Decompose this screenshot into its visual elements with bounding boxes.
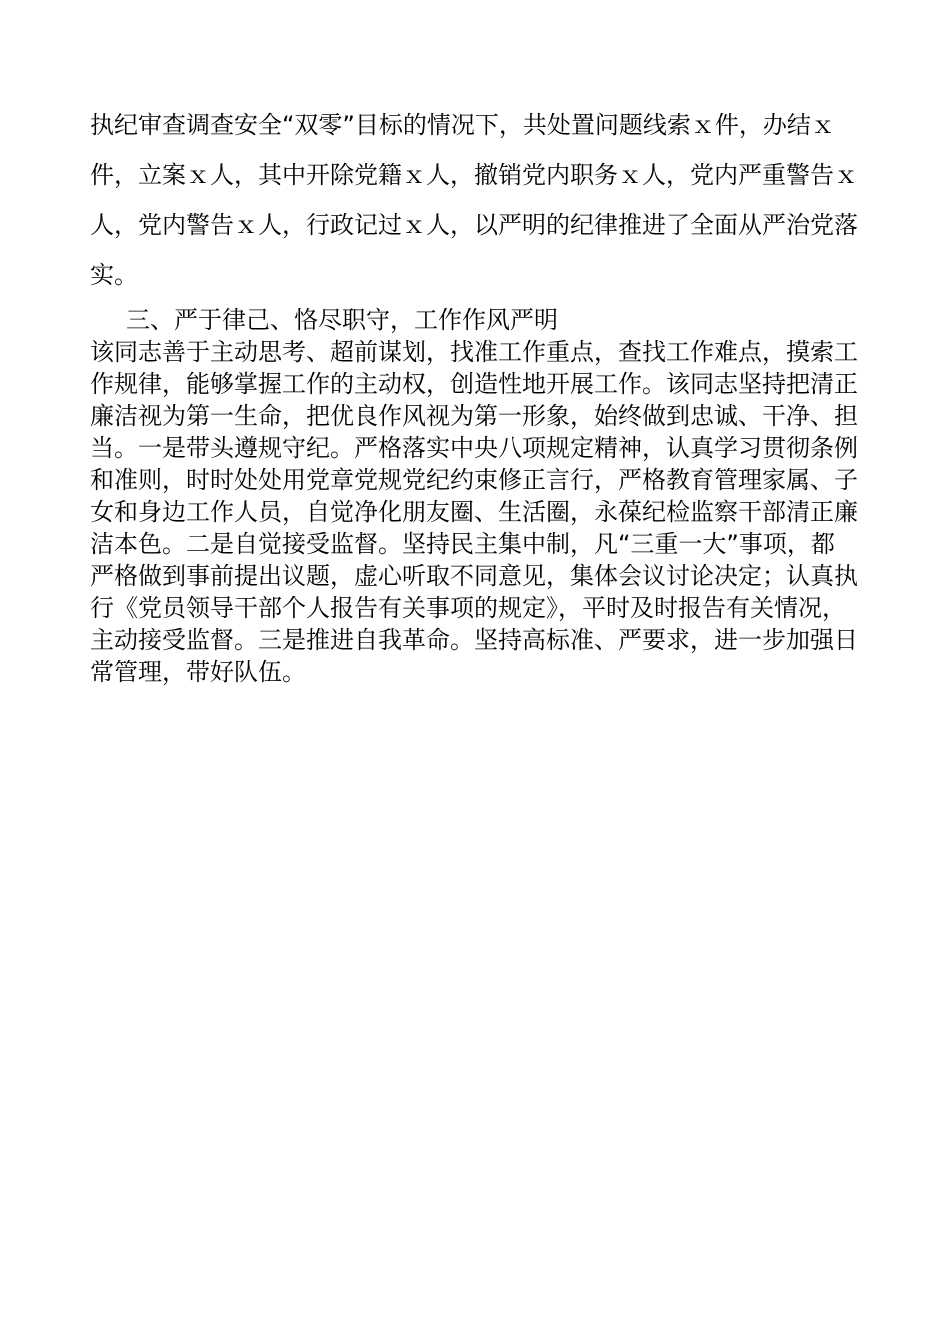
text-line: 和准则，时时处处用党章党规党纪约束修正言行，严格教育管理家属、子 (90, 466, 858, 494)
text-line: 件，立案ｘ人，其中开除党籍ｘ人，撤销党内职务ｘ人，党内严重警告ｘ (90, 161, 858, 189)
paragraph-discipline-results (90, 100, 860, 300)
text-line: 女和身边工作人员，自觉净化朋友圈、生活圈，永葆纪检监察干部清正廉 (90, 498, 858, 526)
text-line: 主动接受监督。三是推进自我革命。坚持高标准、严要求，进一步加强日 (90, 626, 858, 654)
text-line: 洁本色。二是自觉接受监督。坚持民主集中制，凡“三重一大”事项，都 (90, 530, 835, 558)
text-line: 实。 (90, 261, 138, 289)
paragraph-work-style (90, 336, 860, 688)
text-line: 该同志善于主动思考、超前谋划，找准工作重点，查找工作难点，摸索工 (90, 338, 858, 366)
text-line: 作规律，能够掌握工作的主动权，创造性地开展工作。该同志坚持把清正 (90, 370, 858, 398)
text-line: 当。一是带头遵规守纪。严格落实中央八项规定精神，认真学习贯彻条例 (90, 434, 858, 462)
text-line: 严格做到事前提出议题，虚心听取不同意见，集体会议讨论决定；认真执 (90, 562, 858, 590)
section-heading: 三、严于律己、恪尽职守，工作作风严明 (126, 306, 558, 334)
text-line: 常管理，带好队伍。 (90, 658, 306, 686)
text-line: 行《党员领导干部个人报告有关事项的规定》，平时及时报告有关情况， (90, 594, 846, 622)
text-line: 人，党内警告ｘ人，行政记过ｘ人，以严明的纪律推进了全面从严治党落 (90, 211, 858, 239)
document-body (90, 100, 860, 688)
text-line: 执纪审查调查安全“双零”目标的情况下，共处置问题线索ｘ件，办结ｘ (90, 111, 835, 139)
text-line: 廉洁视为第一生命，把优良作风视为第一形象，始终做到忠诚、干净、担 (90, 402, 858, 430)
